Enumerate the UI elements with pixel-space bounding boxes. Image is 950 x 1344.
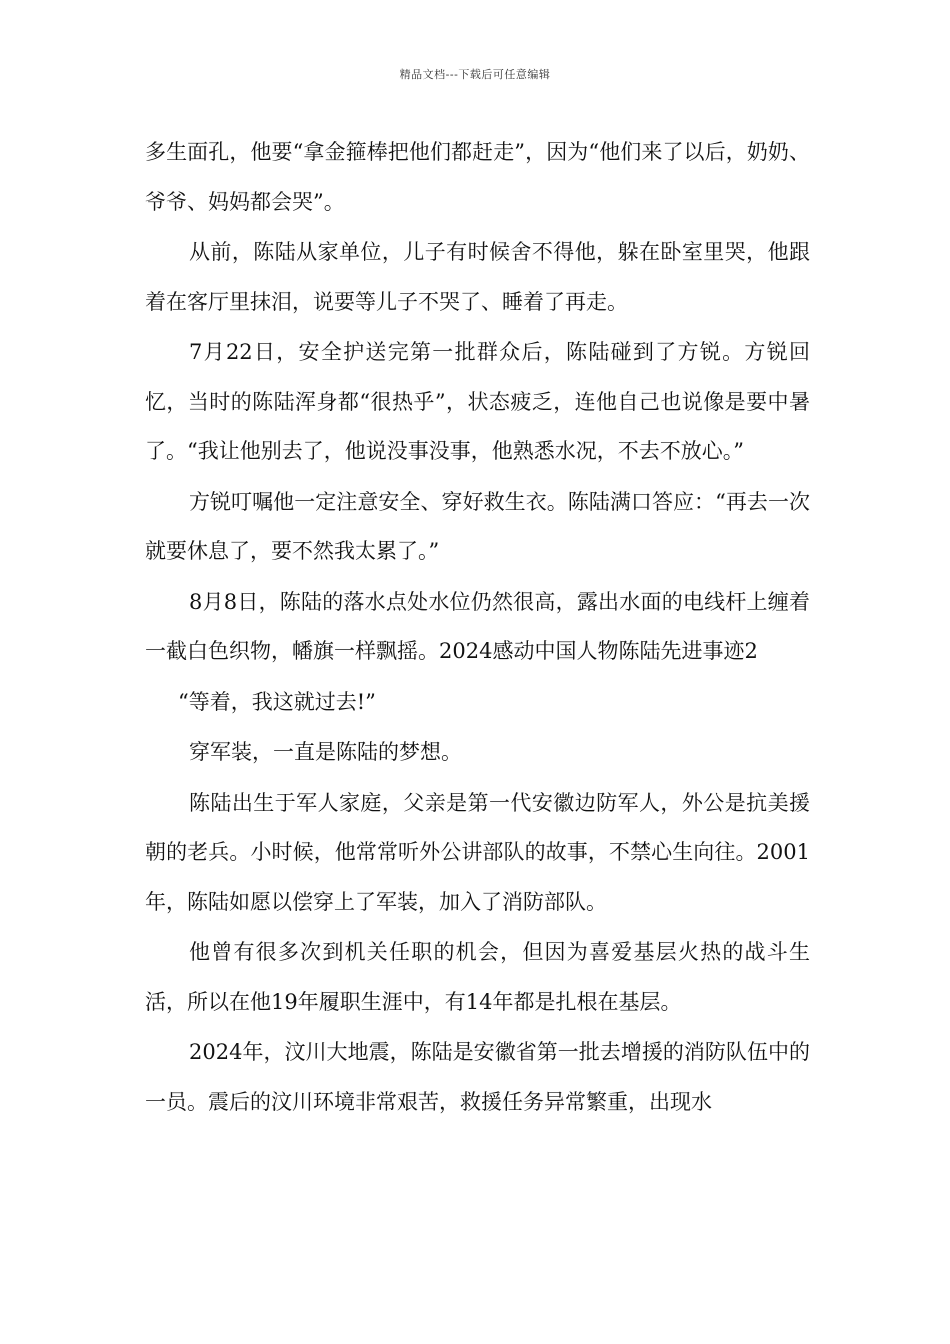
paragraph-9: 他曾有很多次到机关任职的机会，但因为喜爱基层火热的战斗生活，所以在他19年履职生涯中，有14年都是扎根在基层。 (145, 940, 810, 1014)
paragraph-7: 穿军装，一直是陈陆的梦想。 (189, 740, 462, 764)
page-header: 精品文档---下载后可任意编辑 (399, 68, 551, 81)
paragraph-4: 方锐叮嘱他一定注意安全、穿好救生衣。陈陆满口答应：“再去一次就要休息了，要不然我太累了。” (145, 489, 810, 563)
paragraph-3: 7月22日，安全护送完第一批群众后，陈陆碰到了方锐。方锐回忆，当时的陈陆浑身都“很热乎”，状态疲乏，连他自己也说像是要中暑了。“我让他别去了，他说没事没事，他熟悉水况，不去不放心。” (145, 340, 810, 463)
paragraph-8: 陈陆出生于军人家庭，父亲是第一代安徽边防军人，外公是抗美援朝的老兵。小时候，他常常听外公讲部队的故事，不禁心生向往。2001年，陈陆如愿以偿穿上了军装，加入了消防部队。 (145, 790, 810, 914)
paragraph-1: 多生面孔，他要“拿金箍棒把他们都赶走”，因为“他们来了以后，奶奶、爷爷、妈妈都会哭”。 (145, 140, 810, 214)
paragraph-6: “等着，我这就过去!” (178, 689, 376, 714)
paragraph-5: 8月8日，陈陆的落水点处水位仍然很高，露出水面的电线杆上缠着一截白色织物，幡旗一样飘摇。2024感动中国人物陈陆先进事迹2 (145, 589, 810, 663)
paragraph-2: 从前，陈陆从家单位，儿子有时候舍不得他，躲在卧室里哭，他跟着在客厅里抹泪，说要等儿子不哭了、睡着了再走。 (145, 240, 810, 314)
document-body (145, 128, 810, 1128)
paragraph-10: 2024年，汶川大地震，陈陆是安徽省第一批去增援的消防队伍中的一员。震后的汶川环境非常艰苦，救援任务异常繁重，出现水 (145, 1040, 810, 1114)
